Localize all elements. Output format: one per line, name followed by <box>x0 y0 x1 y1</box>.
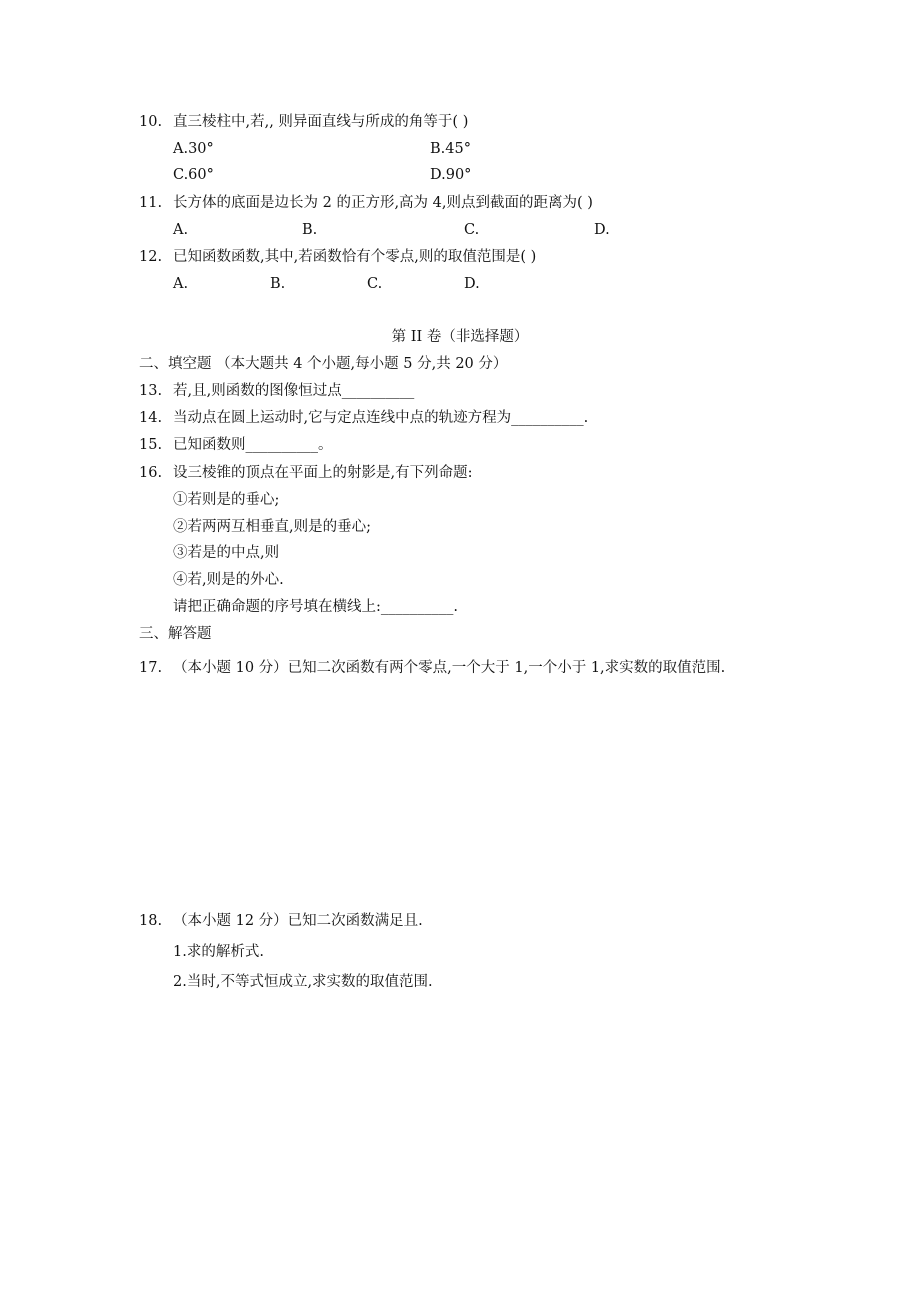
question-12-text: 已知函数函数,其中,若函数恰有个零点,则的取值范围是( ) <box>173 249 537 265</box>
question-10-option-a: A.30° <box>173 141 214 157</box>
question-16-item-1: ①若则是的垂心; <box>173 492 280 508</box>
question-16-text: 设三棱锥的顶点在平面上的射影是,有下列命题: <box>173 465 473 481</box>
question-13-text: 若,且,则函数的图像恒过点__________ <box>173 383 415 399</box>
question-15-text: 已知函数则__________。 <box>173 437 333 453</box>
question-18-text: （本小题 12 分）已知二次函数满足且. <box>173 913 423 929</box>
question-10-option-c: C.60° <box>173 167 214 183</box>
question-14-text: 当动点在圆上运动时,它与定点连线中点的轨迹方程为__________. <box>173 410 589 426</box>
question-16-prompt: 请把正确命题的序号填在横线上:__________. <box>173 599 458 615</box>
question-14-number: 14. <box>139 410 163 426</box>
question-10-option-b: B.45° <box>430 141 471 157</box>
question-11-option-d: D. <box>594 222 610 238</box>
question-15-number: 15. <box>139 437 163 453</box>
question-10-option-d: D.90° <box>430 167 472 183</box>
question-16-number: 16. <box>139 465 163 481</box>
question-17-number: 17. <box>139 660 163 676</box>
question-18-part-1: 1.求的解析式. <box>173 944 264 960</box>
question-12-option-c: C. <box>367 276 383 292</box>
question-10-number: 10. <box>139 114 163 130</box>
question-12-option-d: D. <box>464 276 480 292</box>
question-13-number: 13. <box>139 383 163 399</box>
question-17-text: （本小题 10 分）已知二次函数有两个零点,一个大于 1,一个小于 1,求实数的取值范围. <box>173 660 726 676</box>
section-solve-heading: 三、解答题 <box>139 626 212 642</box>
question-11-option-a: A. <box>173 222 189 238</box>
question-12-number: 12. <box>139 249 163 265</box>
question-10-text: 直三棱柱中,若,, 则异面直线与所成的角等于( ) <box>173 114 469 130</box>
question-11-option-c: C. <box>464 222 480 238</box>
question-16-item-3: ③若是的中点,则 <box>173 545 280 561</box>
question-11-text: 长方体的底面是边长为 2 的正方形,高为 4,则点到截面的距离为( ) <box>173 195 593 211</box>
question-12-option-b: B. <box>270 276 286 292</box>
question-16-item-2: ②若两两互相垂直,则是的垂心; <box>173 519 371 535</box>
question-16-item-4: ④若,则是的外心. <box>173 572 284 588</box>
question-11-option-b: B. <box>302 222 318 238</box>
section-fill-heading: 二、填空题 （本大题共 4 个小题,每小题 5 分,共 20 分） <box>139 356 508 372</box>
question-11-number: 11. <box>139 195 163 211</box>
question-18-number: 18. <box>139 913 163 929</box>
question-12-option-a: A. <box>173 276 189 292</box>
part-2-title: 第 II 卷（非选择题） <box>391 329 529 345</box>
question-18-part-2: 2.当时,不等式恒成立,求实数的取值范围. <box>173 974 433 990</box>
